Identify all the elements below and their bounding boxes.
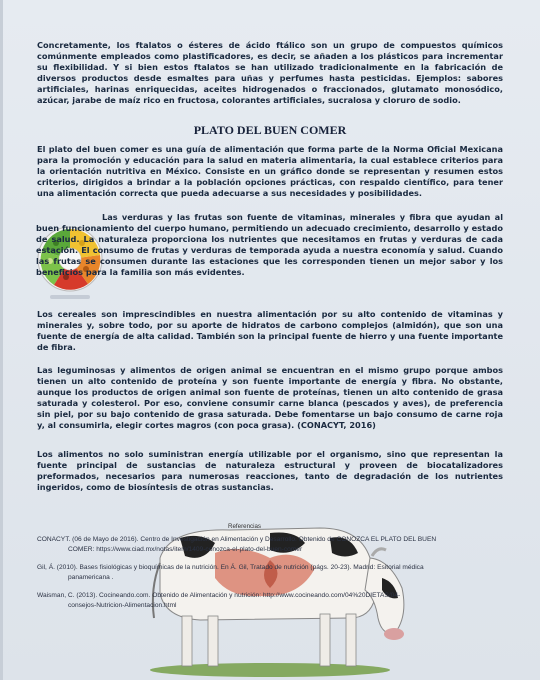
paragraph-ftalatos: Concretamente, los ftalatos o ésteres de ácido ftálico son un grupo de compuestos químicos comúnmente empleados como plastificadores, es decir, se añaden a los plásticos para incrementar su flexibilidad. Y si bien estos ftalatos se han utilizado tradicionalmente en la fabricación de diversos productos desde esmaltes para uñas y perfumes hasta pesticidas. Ejemplos: sabores artificiales, harinas enriquecidas, aceites hidrogenados o fraccionados, glutamato monosódico, azúcar, jarabe de maíz rico en fructosa, colorantes artificiales, sucralosa y cloruro de sodio. (37, 40, 503, 105)
paragraph-cereales: Los cereales son imprescindibles en nuestra alimentación por su alto contenido de vitaminas y minerales y, sobre todo, por su aporte de hidratos de carbono complejos (almidón), que son una fuente de energía de alta calidad. También son la principal fuente de hierro y una fuente importante de fibra. (37, 309, 503, 352)
reference-gil: Gil, Á. (2010). Bases fisiológicas y bioquímicas de la nutrición. En Á. Gil, Tratado de nutrición (págs. 20-23). Madrid: Esitorial médica panamericana . (37, 564, 424, 581)
page-edge (0, 0, 3, 680)
section-title: PLATO DEL BUEN COMER (193, 123, 347, 137)
paragraph-plato-intro: El plato del buen comer es una guía de alimentación que forma parte de la Norma Oficial Mexicana para la promoción y educación para la salud en materia alimentaria, la cual establece criterios para la orientación nutritiva en México. Consiste en un gráfico donde se representan y resumen estos criterios, dirigidos a brindar a la población opciones prácticas, con respaldo científico, para tener una alimentación correcta que pueda adecuarse a sus necesidades y posibilidades. (37, 144, 503, 198)
paragraph-verduras-frutas: Las verduras y las frutas son fuente de vitaminas, minerales y fibra que ayudan al buen funcionamiento del cuerpo humano, permitiendo un adecuado crecimiento, desarrollo y estado de salud. La naturaleza proporciona los nutrientes que necesitamos en frutas y verduras de cada estación. El consumo de frutas y verduras de temporada ayuda a nuestra economía y salud. Cuando las frutas se consumen durante las estaciones que les corresponden tienen un mejor sabor y los beneficios para la familia son más evidentes. (36, 212, 503, 277)
reference-conacyt: CONACYT. (06 de Mayo de 2016). Centro de Investigación en Alimentación y Desarrollo. Obtenido de CONOZCA EL PLATO DEL BUEN COMER: https://www.ciad.mx/notas/item/1409-conozca-el-plato-del-buen-comer (37, 536, 437, 553)
reference-waisman: Waisman, C. (2013). Cocineando.com. Obtenido de Alimentación y nutrición: http://www.cocineando.com/04%20DIETAS/04- consejos-Nutricion-Alimentacion.html (37, 592, 401, 609)
cow-digestive-illustration (120, 498, 420, 678)
references-heading: Referencias (228, 523, 262, 530)
paragraph-alimentos: Los alimentos no solo suministran energía utilizable por el organismo, sino que representan la fuente principal de sustancias de naturaleza estructural y proveen de biocatalizadores preformados, necesarios para numerosas reacciones, tanto de degradación de los nutrientes ingeridos, como de biosíntesis de otras sustancias. (37, 449, 503, 492)
paragraph-leguminosas: Las leguminosas y alimentos de origen animal se encuentran en el mismo grupo porque ambos tienen un alto contenido de proteína y son fuente importante de energía y fibra. No obstante, aunque los productos de origen animal son fuente de proteínas, tienen un alto contenido de grasa saturada y colesterol. Por eso, conviene consumir carne blanca (pescados y aves), de preferencia sin piel, por su bajo contenido de grasa saturada. Debe fomentarse un bajo consumo de carne roja y, al consumirla, elegir cortes magros (con poca grasa). (CONACYT, 2016) (37, 365, 503, 430)
